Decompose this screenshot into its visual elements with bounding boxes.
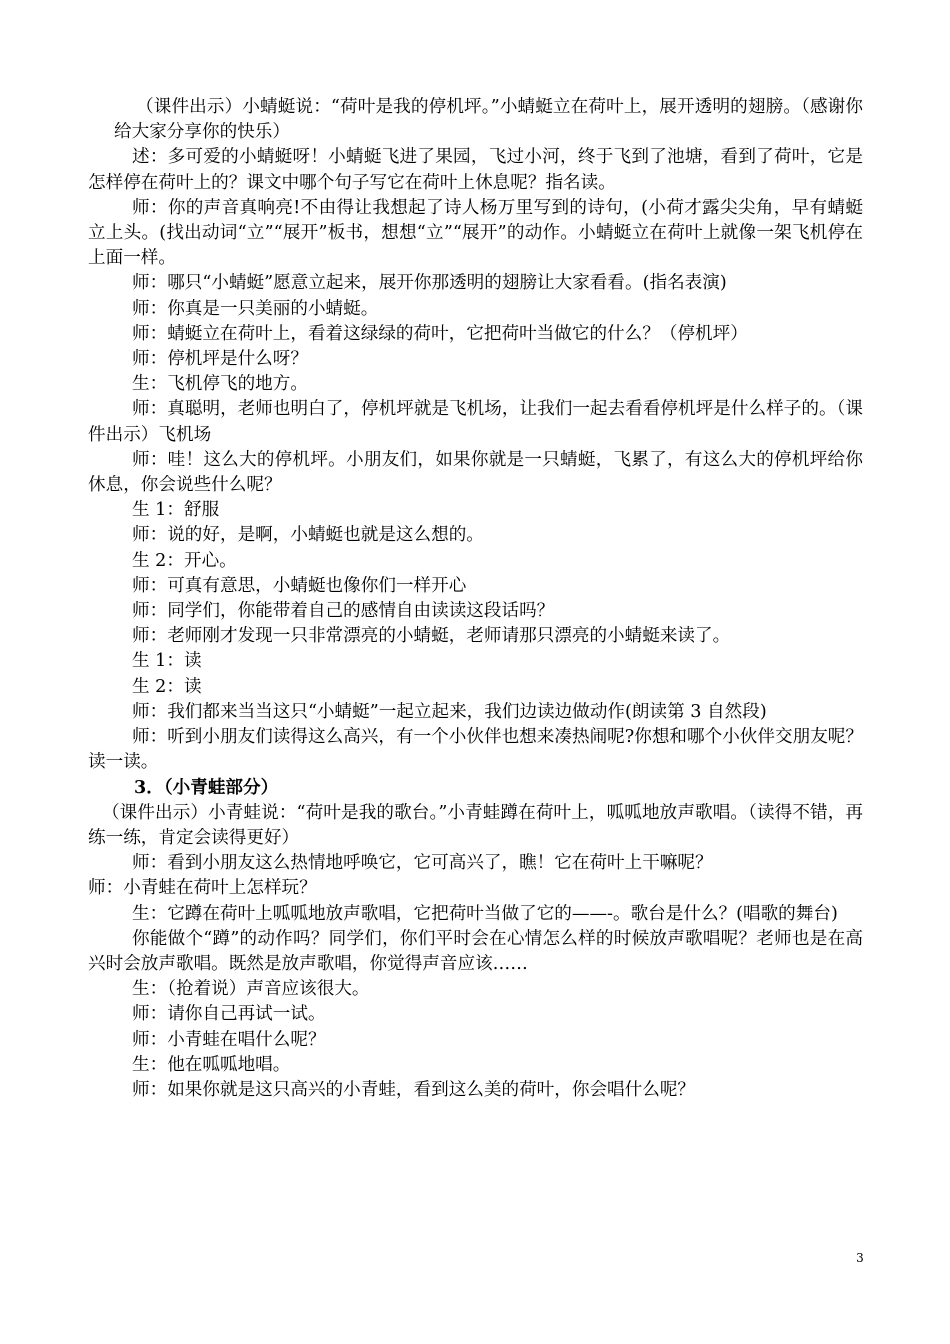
paragraph: 师：你真是一只美丽的小蜻蜓。: [132, 298, 379, 319]
paragraph: 生：（抢着说）声音应该很大。: [132, 979, 370, 1000]
paragraph: （课件出示）小蜻蜓说：“荷叶是我的停机坪。”小蜻蜓立在荷叶上，展开透明的翅膀。（感谢你给大家分享你的快乐）: [114, 97, 863, 143]
section-heading: 3．（小青蛙部分）: [134, 777, 279, 799]
paragraph: 你能做个“蹲”的动作吗？同学们，你们平时会在心情怎么样的时候放声歌唱呢？老师也是在高兴时会放声歌唱。既然是放声歌唱，你觉得声音应该……: [88, 928, 863, 974]
paragraph: 师：看到小朋友这么热情地呼唤它，它可高兴了，瞧！它在荷叶上干嘛呢？: [132, 853, 713, 874]
paragraph: 师：可真有意思，小蜻蜓也像你们一样开心: [132, 575, 467, 596]
paragraph: 生 1：读: [132, 651, 202, 672]
paragraph: 生 2：开心。: [132, 550, 237, 571]
paragraph: 生：飞机停飞的地方。: [132, 374, 308, 395]
paragraph: 师：真聪明，老师也明白了，停机坪就是飞机场，让我们一起去看看停机坪是什么样子的。（课件出示）飞机场: [88, 399, 863, 445]
paragraph: 师：听到小朋友们读得这么高兴，有一个小伙伴也想来凑热闹呢?你想和哪个小伙伴交朋友呢？读一读。: [88, 727, 863, 773]
document-body: [88, 95, 863, 1103]
paragraph: 生：它蹲在荷叶上呱呱地放声歌唱，它把荷叶当做了它的——-。歌台是什么？(唱歌的舞台): [132, 903, 838, 924]
paragraph: 师：同学们，你能带着自己的感情自由读读这段话吗？: [132, 601, 555, 622]
paragraph: （课件出示）小青蛙说：“荷叶是我的歌台。”小青蛙蹲在荷叶上，呱呱地放声歌唱。（读得不错，再练一练，肯定会读得更好）: [88, 802, 863, 848]
paragraph: 生 2：读: [132, 676, 202, 697]
paragraph: 师：老师刚才发现一只非常漂亮的小蜻蜓，老师请那只漂亮的小蜻蜓来读了。: [132, 626, 731, 647]
paragraph: 师：我们都来当当这只“小蜻蜓”一起立起来，我们边读边做动作(朗读第 3 自然段): [132, 701, 767, 722]
paragraph: 师：如果你就是这只高兴的小青蛙，看到这么美的荷叶，你会唱什么呢？: [132, 1079, 696, 1100]
paragraph: 述：多可爱的小蜻蜓呀！小蜻蜓飞进了果园，飞过小河，终于飞到了池塘，看到了荷叶，它是怎样停在荷叶上的？课文中哪个句子写它在荷叶上休息呢？指名读。: [88, 147, 863, 193]
paragraph: 师：停机坪是什么呀？: [132, 349, 308, 370]
paragraph: 师：哇！这么大的停机坪。小朋友们，如果你就是一只蜻蜓，飞累了，有这么大的停机坪给你休息，你会说些什么呢？: [88, 449, 863, 496]
paragraph: 师：说的好，是啊，小蜻蜓也就是这么想的。: [132, 525, 484, 546]
paragraph: 师：蜻蜓立在荷叶上，看着这绿绿的荷叶，它把荷叶当做它的什么？（停机坪）: [132, 323, 748, 344]
paragraph: 师：小青蛙在荷叶上怎样玩？: [88, 878, 317, 899]
paragraph: 师：小青蛙在唱什么呢？: [132, 1029, 326, 1050]
paragraph: 生 1：舒服: [132, 500, 220, 521]
page-number: 3: [856, 1251, 864, 1265]
paragraph: 师：请你自己再试一试。: [132, 1004, 326, 1025]
paragraph: 师：哪只“小蜻蜓”愿意立起来，展开你那透明的翅膀让大家看看。(指名表演): [132, 273, 727, 294]
paragraph: 师：你的声音真响亮!不由得让我想起了诗人杨万里写到的诗句，(小荷才露尖尖角，早有蜻蜓立上头。(找出动词“立”“展开”板书，想想“立”“展开”的动作。小蜻蜓立在荷叶上就像一架飞机停在上面一样。: [88, 197, 863, 269]
paragraph: 生：他在呱呱地唱。: [132, 1054, 291, 1075]
